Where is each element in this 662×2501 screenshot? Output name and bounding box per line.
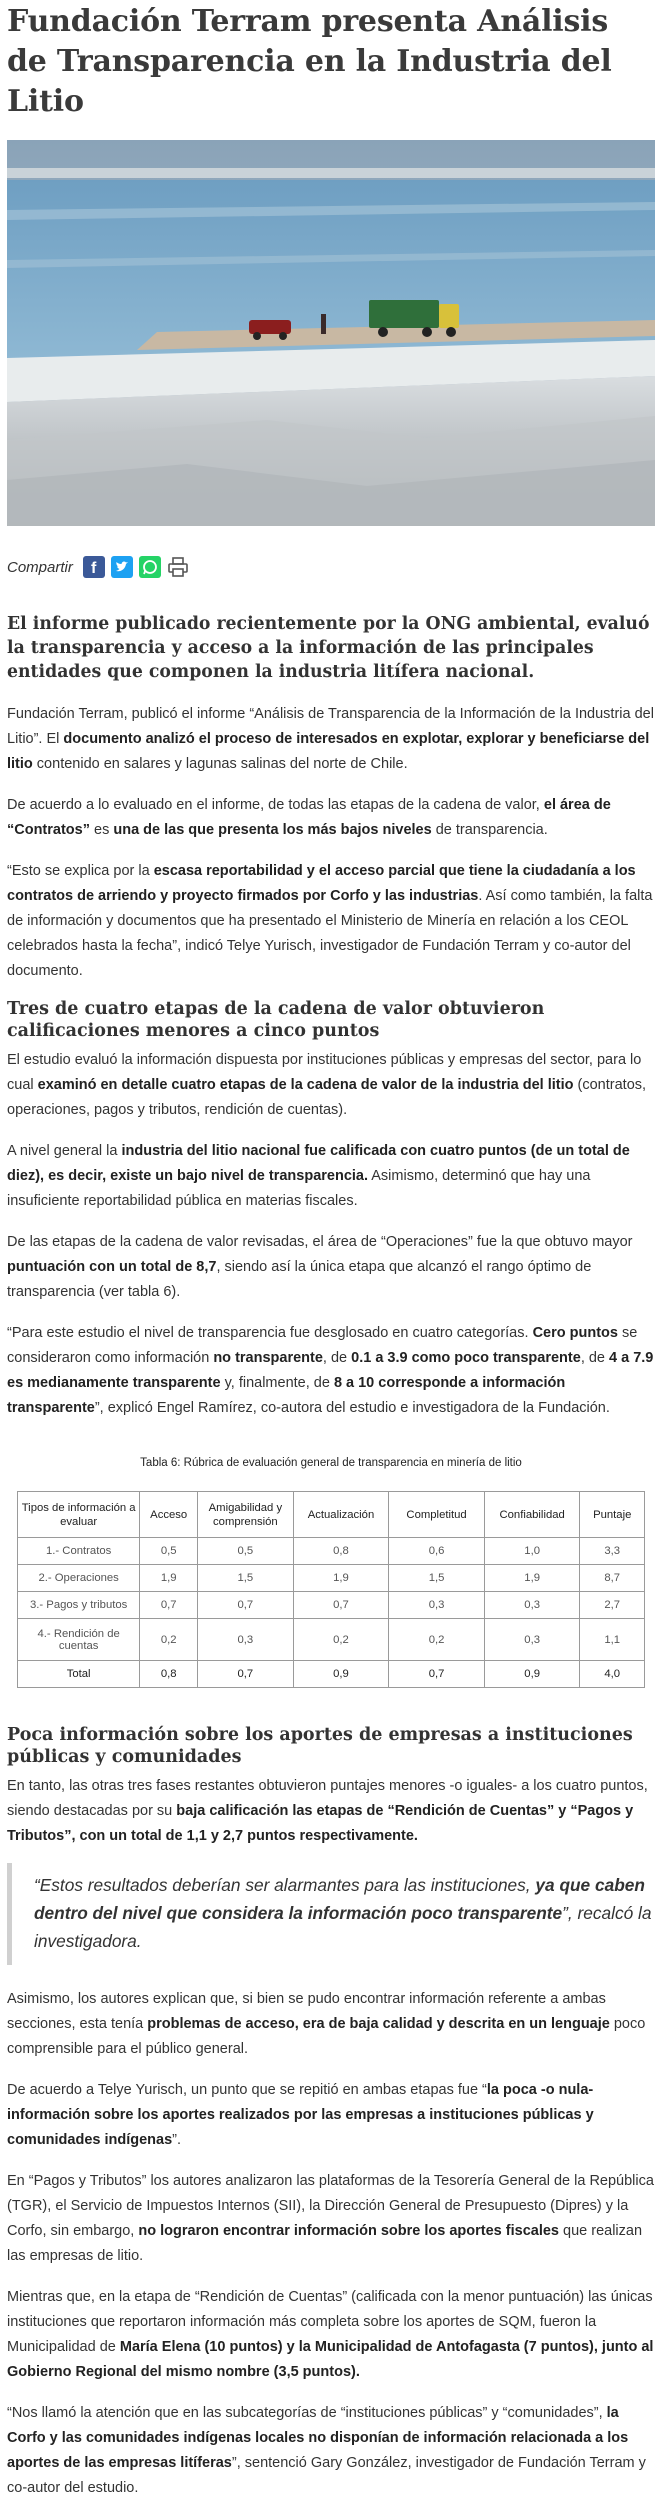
text: De las etapas de la cadena de valor revisadas, el área de “Operaciones” fue la que obtuvo mayor xyxy=(7,1234,633,1250)
table-header: Puntaje xyxy=(580,1492,645,1538)
text: “Para este estudio el nivel de transparencia fue desglosado en cuatro categorías. xyxy=(7,1325,533,1341)
salt-flat-photo xyxy=(7,140,655,526)
paragraph-11 xyxy=(7,2169,655,2269)
text: (contratos, operaciones, pagos y tributos, rendición de cuentas). xyxy=(7,1077,647,1118)
bold-text: el área de “Contratos” xyxy=(7,797,611,838)
table-cell: 1,9 xyxy=(484,1565,580,1592)
table-cell: 0,3 xyxy=(389,1592,485,1619)
bold-text: industria del litio nacional fue calificada con cuatro puntos (de un total de diez), es decir, existe un bajo nivel de transparencia. xyxy=(7,1143,630,1184)
table-cell: 1,9 xyxy=(140,1565,198,1592)
table-cell: 0,9 xyxy=(484,1661,580,1688)
paragraph-13 xyxy=(7,2401,655,2501)
table-cell: 2.- Operaciones xyxy=(18,1565,140,1592)
text: “Esto se explica por la xyxy=(7,863,154,879)
paragraph-12 xyxy=(7,2285,655,2385)
paragraph-6 xyxy=(7,1230,655,1305)
transparency-table xyxy=(17,1491,645,1688)
text: ”, sentenció Gary González, investigador de Fundación Terram y co-autor del estudio. xyxy=(7,2455,646,2496)
bold-text: no transparente xyxy=(213,1350,323,1366)
text: , de xyxy=(322,1350,352,1366)
table-row xyxy=(18,1565,645,1592)
facebook-icon[interactable] xyxy=(83,556,105,578)
table-cell: 0,7 xyxy=(198,1661,294,1688)
table-cell: 0,3 xyxy=(484,1592,580,1619)
table-cell: 4,0 xyxy=(580,1661,645,1688)
bold-text: una de las que presenta los más bajos niveles xyxy=(113,822,432,838)
text: ”, explicó Engel Ramírez, co-autora del estudio e investigadora de la Fundación. xyxy=(94,1400,610,1416)
paragraph-7 xyxy=(7,1321,655,1421)
bold-text: puntuación con un total de 8,7 xyxy=(7,1259,217,1275)
text: Asimismo, determinó que hay una insuficiente reportabilidad pública en materias fiscales. xyxy=(7,1168,591,1209)
text: El estudio evaluó la información dispuesta por instituciones públicas y empresas del sector, para lo cual xyxy=(7,1052,642,1093)
text: de transparencia. xyxy=(431,822,548,838)
table-header: Completitud xyxy=(389,1492,485,1538)
text: es xyxy=(89,822,114,838)
table-cell: 4.- Rendición de cuentas xyxy=(18,1619,140,1661)
text: contenido en salares y lagunas salinas del norte de Chile. xyxy=(32,756,408,772)
table-cell: 1,0 xyxy=(484,1538,580,1565)
bold-text: baja calificación las etapas de “Rendición de Cuentas” y “Pagos y Tributos”, con un total de 1,1 y 2,7 puntos respectivamente. xyxy=(7,1803,634,1844)
article xyxy=(7,0,655,2501)
hero-image xyxy=(7,140,655,526)
table-cell: 0,9 xyxy=(293,1661,389,1688)
table-cell: 8,7 xyxy=(580,1565,645,1592)
table-row xyxy=(18,1592,645,1619)
text: Asimismo, los autores explican que, si bien se pudo encontrar información referente a ambas secciones, esta tenía xyxy=(7,1991,606,2032)
pull-quote xyxy=(7,1863,655,1965)
table-cell: 1,5 xyxy=(389,1565,485,1592)
table-cell: 1,9 xyxy=(293,1565,389,1592)
table-total-row xyxy=(18,1661,645,1688)
table-cell: 0,5 xyxy=(140,1538,198,1565)
text: poco comprensible para el público general. xyxy=(7,2016,646,2057)
table-cell: 0,2 xyxy=(293,1619,389,1661)
paragraph-2 xyxy=(7,793,655,843)
text: Fundación Terram, publicó el informe “Análisis de Transparencia de la Información de la Industria del Litio”. El xyxy=(7,706,654,747)
table-cell: 0,2 xyxy=(140,1619,198,1661)
text: “Nos llamó la atención que en las subcategorías de “instituciones públicas” y “comunidades”, xyxy=(7,2405,607,2421)
text: se consideraron como información xyxy=(7,1325,638,1366)
text: Mientras que, en la etapa de “Rendición de Cuentas” (calificada con la menor puntuación) las únicas instituciones que reportaron información más completa sobre los aportes de SQM, fueron la Municipalidad de xyxy=(7,2289,653,2355)
table-cell: 2,7 xyxy=(580,1592,645,1619)
table-header: Acceso xyxy=(140,1492,198,1538)
bold-text: 8 a 10 corresponde a información transparente xyxy=(7,1375,566,1416)
bold-text: 0.1 a 3.9 como poco transparente xyxy=(351,1350,581,1366)
table-cell: 0,3 xyxy=(198,1619,294,1661)
text: , siendo así la única etapa que alcanzó el rango óptimo de transparencia (ver tabla 6). xyxy=(7,1259,592,1300)
bold-text: no lograron encontrar información sobre los aportes fiscales xyxy=(138,2223,559,2239)
table-cell: 0,3 xyxy=(484,1619,580,1661)
table-caption: Tabla 6: Rúbrica de evaluación general de transparencia en minería de litio xyxy=(140,1457,522,1469)
bold-text: Cero puntos xyxy=(532,1325,618,1341)
paragraph-5 xyxy=(7,1139,655,1214)
bold-text: María Elena (10 puntos) y la Municipalidad de Antofagasta (7 puntos), junto al Gobierno Regional del mismo nombre (3,5 puntos). xyxy=(7,2339,654,2380)
paragraph-9 xyxy=(7,1987,655,2062)
table-header: Amigabilidad y comprensión xyxy=(198,1492,294,1538)
table-cell: 0,8 xyxy=(140,1661,198,1688)
text: , de xyxy=(580,1350,610,1366)
text: . Así como también, la falta de información y documentos que ha presentado el Ministerio de Minería en relación a los CEOL celebrados hasta la fecha”, indicó Telye Yurisch, investigador de Fundación Terram y co-autor del documento. xyxy=(7,888,653,979)
section-heading-1: Tres de cuatro etapas de la cadena de valor obtuvieron calificaciones menores a cinco puntos xyxy=(7,999,545,1041)
table-cell: 1,1 xyxy=(580,1619,645,1661)
article-lead: El informe publicado recientemente por la ONG ambiental, evaluó la transparencia y acceso a la información de las principales entidades que componen la industria litífera nacional. xyxy=(7,614,650,682)
paragraph-4 xyxy=(7,1048,655,1123)
text: En tanto, las otras tres fases restantes obtuvieron puntajes menores -o iguales- a los cuatro puntos, siendo destacadas por su xyxy=(7,1778,648,1819)
paragraph-3 xyxy=(7,859,655,984)
bold-text: ya que caben dentro del nivel que considera la información poco transparente xyxy=(34,1875,645,1923)
share-bar xyxy=(7,554,655,580)
table-cell: 0,7 xyxy=(140,1592,198,1619)
table-cell: 0,7 xyxy=(293,1592,389,1619)
table-cell: 0,7 xyxy=(198,1592,294,1619)
paragraph-1 xyxy=(7,702,655,777)
table-cell: 0,5 xyxy=(198,1538,294,1565)
bold-text: la poca -o nula- información sobre los aportes realizados por las empresas a instituciones públicas y comunidades indígenas xyxy=(7,2082,594,2148)
table-cell: 0,6 xyxy=(389,1538,485,1565)
text: De acuerdo a lo evaluado en el informe, de todas las etapas de la cadena de valor, xyxy=(7,797,544,813)
table-header: Tipos de información a evaluar xyxy=(18,1492,140,1538)
table-cell: 0,7 xyxy=(389,1661,485,1688)
table-cell: 3.- Pagos y tributos xyxy=(18,1592,140,1619)
table-header: Actualización xyxy=(293,1492,389,1538)
table-header-row xyxy=(18,1492,645,1538)
print-icon[interactable] xyxy=(167,556,189,578)
bold-text: documento analizó el proceso de interesados en explotar, explorar y beneficiarse del litio xyxy=(7,731,650,772)
table-cell: 0,8 xyxy=(293,1538,389,1565)
text: A nivel general la xyxy=(7,1143,122,1159)
bold-text: problemas de acceso, era de baja calidad y descrita en un lenguaje xyxy=(147,2016,610,2032)
text: ”. xyxy=(172,2132,182,2148)
paragraph-8 xyxy=(7,1774,655,1849)
text: que realizan las empresas de litio. xyxy=(7,2223,643,2264)
table-cell: 1.- Contratos xyxy=(18,1538,140,1565)
bold-text: examinó en detalle cuatro etapas de la cadena de valor de la industria del litio xyxy=(37,1077,574,1093)
whatsapp-icon[interactable] xyxy=(139,556,161,578)
text: “Estos resultados deberían ser alarmantes para las instituciones, xyxy=(34,1875,536,1895)
table-cell: 3,3 xyxy=(580,1538,645,1565)
text: ”, recalcó la investigadora. xyxy=(34,1903,652,1951)
bold-text: 4 a 7.9 es medianamente transparente xyxy=(7,1350,654,1391)
article-title: Fundación Terram presenta Análisis de Transparencia en la Industria del Litio xyxy=(7,4,612,119)
text: y, finalmente, de xyxy=(220,1375,334,1391)
section-heading-2: Poca información sobre los aportes de empresas a instituciones públicas y comunidades xyxy=(7,1725,633,1767)
table-cell: 1,5 xyxy=(198,1565,294,1592)
svg-text:f: f xyxy=(90,560,97,577)
bold-text: escasa reportabilidad y el acceso parcial que tiene la ciudadanía a los contratos de arriendo y proyecto firmados por Corfo y las industrias xyxy=(7,863,636,904)
twitter-icon[interactable] xyxy=(111,556,133,578)
table-cell: Total xyxy=(18,1661,140,1688)
text: De acuerdo a Telye Yurisch, un punto que se repitió en ambas etapas fue “ xyxy=(7,2082,487,2098)
share-label: Compartir xyxy=(7,558,73,576)
bold-text: la Corfo y las comunidades indígenas locales no disponían de información relacionada a los aportes de las empresas litíferas xyxy=(7,2405,629,2471)
text: En “Pagos y Tributos” los autores analizaron las plataformas de la Tesorería General de la República (TGR), el Servicio de Impuestos Internos (SII), la Dirección General de Presupuesto (Dipres) y la Corfo, sin embargo, xyxy=(7,2173,654,2239)
table-row xyxy=(18,1538,645,1565)
table-cell: 0,2 xyxy=(389,1619,485,1661)
paragraph-10 xyxy=(7,2078,655,2153)
table-row xyxy=(18,1619,645,1661)
table-header: Confiabilidad xyxy=(484,1492,580,1538)
